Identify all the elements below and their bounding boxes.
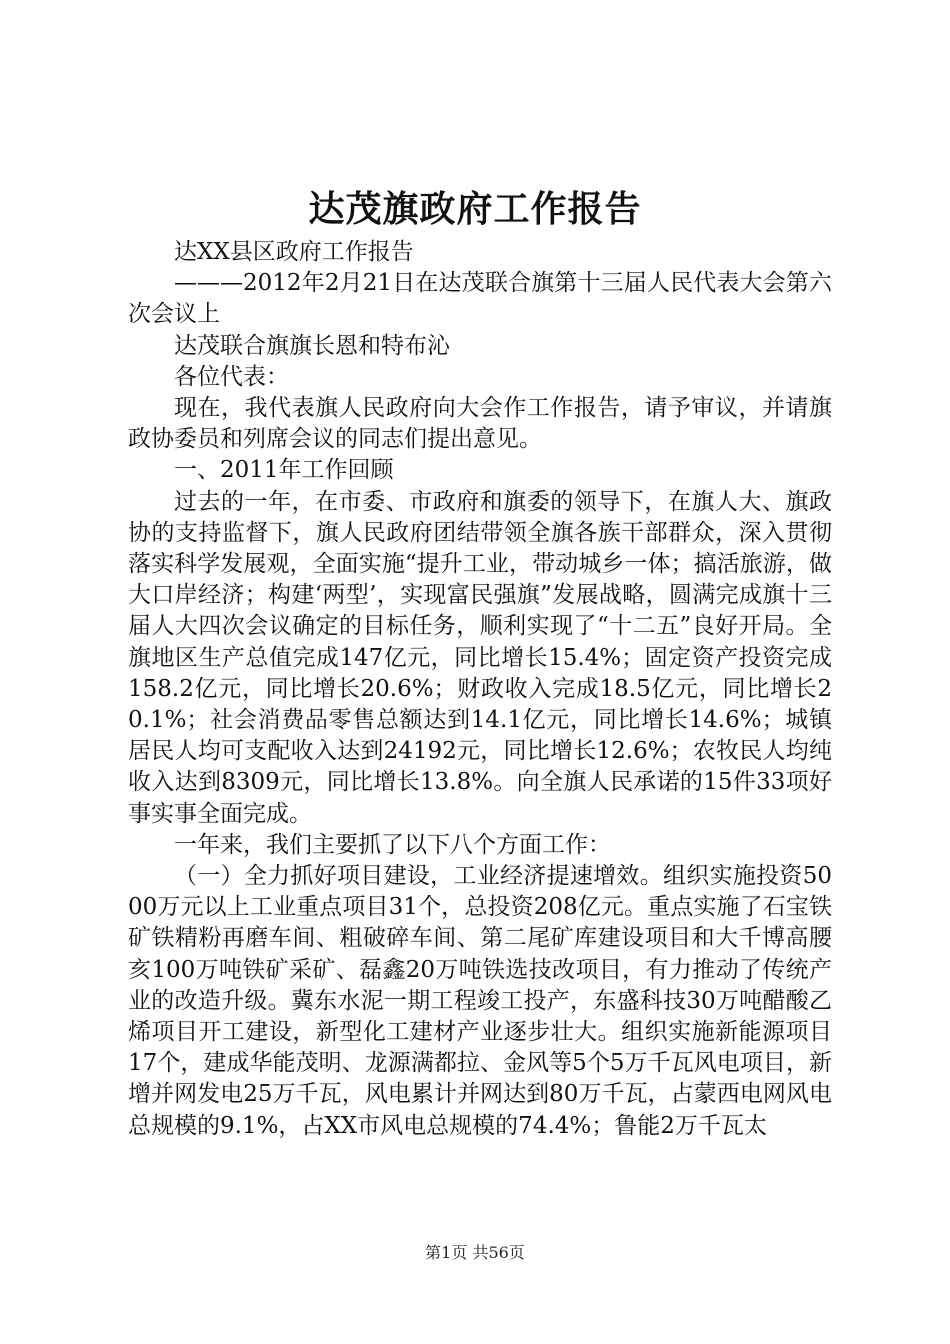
review-paragraph: 过去的一年，在市委、市政府和旗委的领导下，在旗人大、旗政协的支持监督下，旗人民政府团结带领全旗各族干部群众，深入贯彻落实科学发展观，全面实施“提升工业，带动城乡一体；搞活旅游，做大口岸经济；构建‘两型’，实现富民强旗”发展战略，圆满完成旗十三届人大四次会议确定的目标任务，顺利实现了“十二五”良好开局。全旗地区生产总值完成147亿元，同比增长15.4%；固定资产投资完成158.2亿元，同比增长20.6%；财政收入完成18.5亿元，同比增长20.1%；社会消费品零售总额达到14.1亿元，同比增长14.6%；城镇居民人均可支配收入达到24192元，同比增长12.6%；农牧民人均纯收入达到8309元，同比增长13.8%。向全旗人民承诺的15件33项好事实事全面完成。 <box>128 488 832 827</box>
document-title: 达茂旗政府工作报告 <box>308 188 642 230</box>
salutation-paragraph: 各位代表： <box>174 363 289 390</box>
project-paragraph: （一）全力抓好项目建设，工业经济提速增效。组织实施投资5000万元以上工业重点项目31个，总投资208亿元。重点实施了石宝铁矿铁精粉再磨车间、粗破碎车间、第二尾矿库建设项目和大千博高腰亥100万吨铁矿采矿、磊鑫20万吨铁选技改项目，有力推动了传统产业的改造升级。冀东水泥一期工程竣工投产，东盛科技30万吨醋酸乙烯项目开工建设，新型化工建材产业逐步壮大。组织实施新能源项目17个，建成华能茂明、龙源满都拉、金风等5个5万千瓦风电项目，新增并网发电25万千瓦，风电累计并网达到80万千瓦，占蒙西电网风电总规模的9.1%，占XX市风电总规模的74.4%；鲁能2万千瓦太 <box>128 863 832 1139</box>
report-heading-paragraph: 达XX县区政府工作报告 <box>174 239 414 265</box>
summary-paragraph: 一年来，我们主要抓了以下八个方面工作： <box>174 831 611 858</box>
document-body <box>128 237 832 1142</box>
meeting-date-paragraph: ———2012年2月21日在达茂联合旗第十三届人民代表大会第六次会议上 <box>128 270 832 328</box>
intro-paragraph: 现在，我代表旗人民政府向大会作工作报告，请予审议，并请旗政协委员和列席会议的同志们提出意见。 <box>128 395 832 453</box>
page-footer: 第1页 共56页 <box>425 1243 525 1262</box>
speaker-paragraph: 达茂联合旗旗长恩和特布沁 <box>174 332 450 359</box>
section-heading: 一、2011年工作回顾 <box>174 457 394 484</box>
